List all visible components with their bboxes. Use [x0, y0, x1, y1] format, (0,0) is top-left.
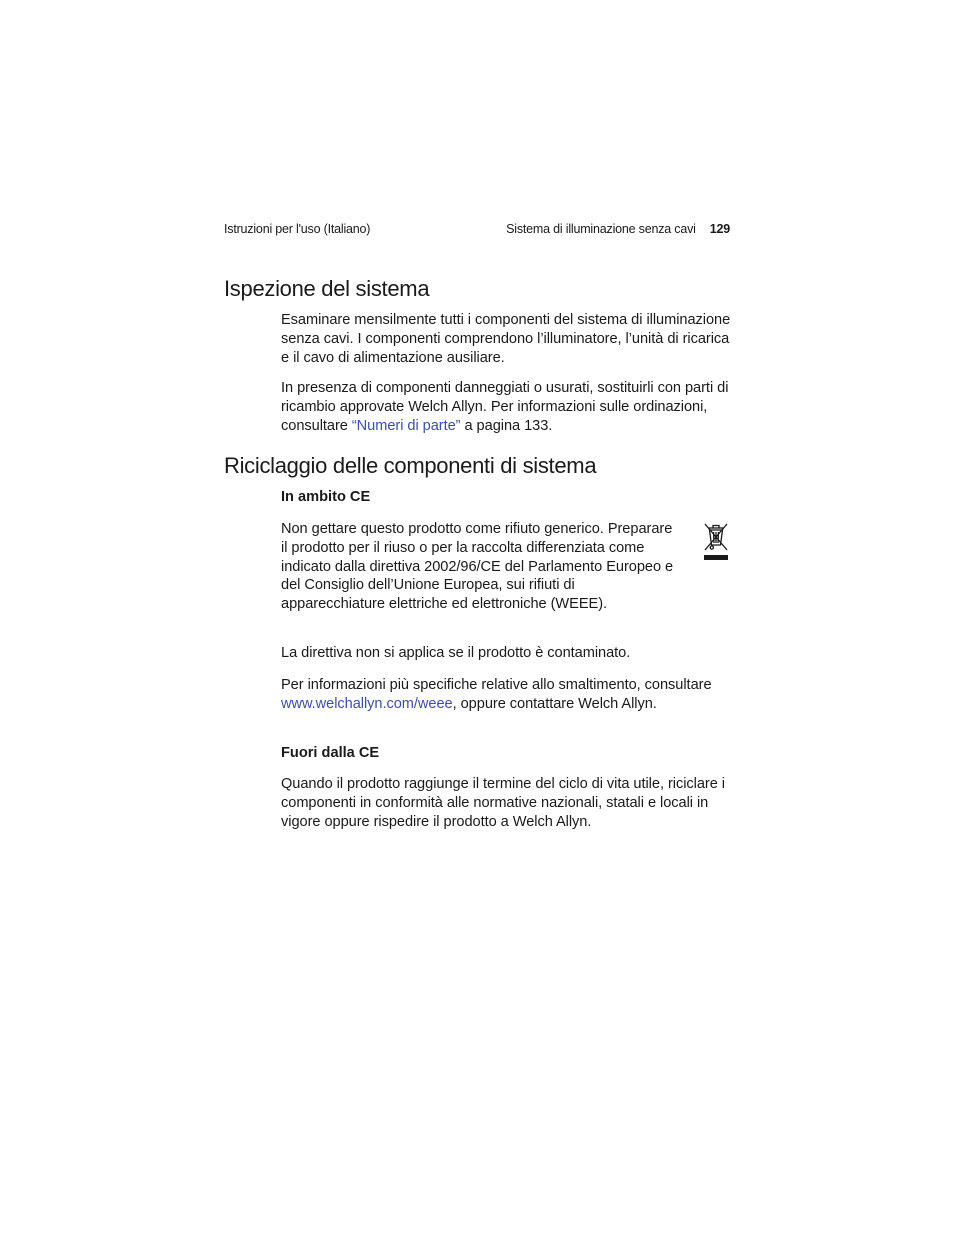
recycling-paragraph-3-tail: , oppure contattare Welch Allyn. — [452, 695, 657, 712]
recycling-paragraph-4: Quando il prodotto raggiunge il termine del ciclo di vita utile, riciclare i componenti in conformità alle normative nazionali, statali e locali in vigore oppure rispedire il prodotto a Welch Allyn. — [281, 776, 725, 830]
page-number: 129 — [709, 222, 730, 236]
recycling-paragraph-1: Non gettare questo prodotto come rifiuto generico. Preparare il prodotto per il riuso o per la raccolta differenziata come indicato dalla direttiva 2002/96/CE del Parlamento Europeo e del Consiglio dell’Unione Europea, sui rifiuti di apparecchiature elettriche ed elettroniche (WEEE). — [281, 521, 674, 613]
header-manual-title: Istruzioni per l'uso (Italiano) — [224, 222, 371, 236]
header-right — [506, 221, 730, 237]
recycling-paragraph-2: La direttiva non si applica se il prodotto è contaminato. — [281, 645, 631, 661]
weee-crossed-bin-icon — [703, 522, 729, 562]
inspection-paragraph-2-tail: a pagina 133. — [460, 417, 553, 434]
subheading-outside-ce: Fuori dalla CE — [281, 745, 380, 761]
weee-website-link[interactable]: www.welchallyn.com/weee — [281, 695, 453, 712]
part-numbers-link[interactable]: “Numeri di parte” — [351, 417, 461, 434]
inspection-paragraph-2 — [281, 379, 733, 435]
inspection-paragraph-2-text: In presenza di componenti danneggiati o usurati, sostituirli con parti di ricambio approvate Welch Allyn. Per informazioni sulle ordinazioni, consultare — [281, 380, 729, 434]
inspection-paragraph-1: Esaminare mensilmente tutti i componenti del sistema di illuminazione senza cavi. I componenti comprendono l’illuminatore, l’unità di ricarica e il cavo di alimentazione ausiliare. — [281, 312, 731, 366]
section-title-recycling: Riciclaggio delle componenti di sistema — [224, 453, 597, 478]
header-section-title: Sistema di illuminazione senza cavi — [506, 222, 696, 236]
recycling-paragraph-3-text: Per informazioni più specifiche relative allo smaltimento, consultare — [281, 677, 712, 693]
section-title-inspection: Ispezione del sistema — [224, 276, 430, 301]
recycling-paragraph-3 — [281, 676, 733, 714]
subheading-in-ce: In ambito CE — [281, 489, 371, 505]
